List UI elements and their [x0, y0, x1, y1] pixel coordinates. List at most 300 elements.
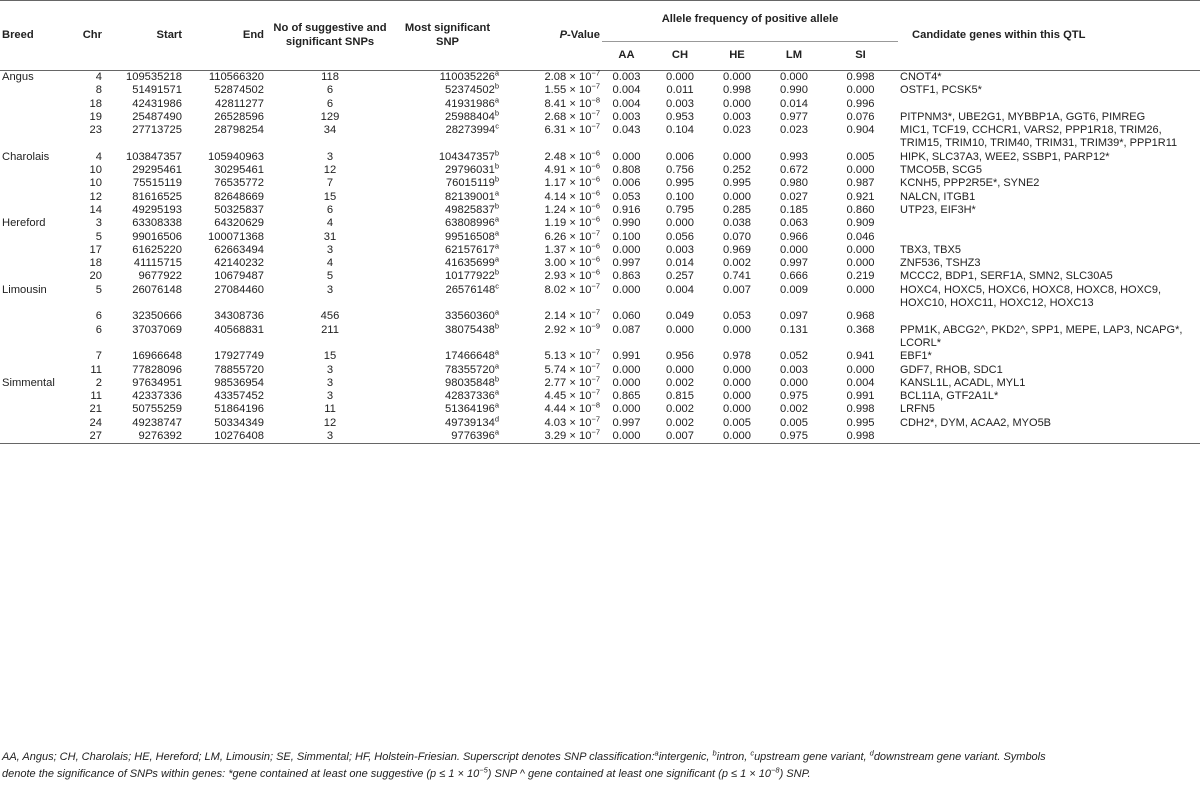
- cell-chr: [64, 71, 104, 85]
- cell-start: [104, 324, 184, 351]
- cell-most-significant-snp: [394, 427, 501, 444]
- cell-freq-aa: [602, 350, 651, 363]
- cell-start: [104, 98, 184, 111]
- cell-freq-si: [823, 324, 898, 351]
- pvalue-times-ten: × 10: [566, 203, 592, 216]
- cell-freq-he: [709, 98, 765, 111]
- cell-most-significant-snp: [394, 148, 501, 164]
- cell-freq-si-text: 0.941: [846, 350, 875, 363]
- cell-end-text: 82648669: [214, 190, 264, 203]
- cell-freq-he-text: 0.969: [723, 243, 751, 256]
- cell-freq-he: [709, 284, 765, 311]
- pvalue-times-ten: × 10: [566, 217, 592, 230]
- cell-most-significant-snp-text: 62157617: [445, 243, 495, 256]
- cell-num-snps: [266, 284, 394, 311]
- cell-freq-aa-text: 0.865: [612, 390, 641, 403]
- cell-candidate-genes: [898, 84, 1200, 97]
- cell-breed: [0, 417, 64, 430]
- cell-freq-si: [823, 204, 898, 217]
- cell-freq-ch-text: 0.953: [666, 110, 694, 123]
- cell-end-text: 51864196: [214, 403, 264, 416]
- cell-freq-lm-text: 0.063: [780, 217, 808, 230]
- cell-freq-he-text: 0.978: [723, 350, 751, 363]
- cell-chr-text: 12: [89, 190, 102, 203]
- cell-end-text: 30295461: [214, 164, 264, 177]
- cell-end: [184, 257, 266, 270]
- cell-freq-lm: [765, 377, 823, 390]
- cell-freq-lm: [765, 71, 823, 85]
- cell-freq-si: [823, 390, 898, 403]
- cell-freq-he-text: 0.000: [723, 430, 751, 443]
- cell-start-text: 61625220: [132, 243, 182, 256]
- cell-breed: [0, 151, 64, 164]
- cell-freq-lm: [765, 164, 823, 177]
- footnote-line-1: [2, 749, 1196, 766]
- cell-freq-aa: [602, 403, 651, 416]
- cell-num-snps: [266, 377, 394, 390]
- cell-candidate-genes-text: GDF7, RHOB, SDC1: [900, 363, 1003, 376]
- header-end: End: [242, 28, 264, 41]
- cell-freq-he-text: 0.995: [723, 177, 751, 190]
- cell-end-text: 76535772: [214, 177, 264, 190]
- cell-most-significant-snp-text: 98035848: [445, 376, 495, 389]
- table-row: [0, 310, 1200, 323]
- cell-pvalue: [501, 94, 602, 111]
- table-row: [0, 71, 1200, 85]
- cell-freq-he-text: 0.003: [723, 110, 751, 123]
- cell-freq-aa-text: 0.053: [612, 190, 641, 203]
- cell-freq-ch-text: 0.995: [666, 177, 694, 190]
- cell-freq-aa-text: 0.000: [612, 376, 641, 389]
- table-footnote: [2, 749, 1196, 783]
- cell-freq-aa-text: 0.863: [612, 270, 641, 283]
- cell-end: [184, 84, 266, 97]
- cell-breed: [0, 270, 64, 283]
- cell-candidate-genes-text: ZNF536, TSHZ3: [900, 257, 981, 270]
- cell-chr: [64, 164, 104, 177]
- cell-start-text: 42431986: [132, 97, 182, 110]
- cell-breed-text: Angus: [2, 71, 34, 83]
- cell-end: [184, 191, 266, 204]
- snp-classification-superscript: a: [494, 227, 499, 237]
- snp-classification-superscript: b: [494, 201, 499, 211]
- pvalue-exponent: −6: [591, 254, 600, 264]
- table-row: [0, 377, 1200, 390]
- cell-freq-aa: [602, 177, 651, 190]
- cell-freq-he-text: 0.000: [723, 97, 751, 110]
- cell-end-text: 50334349: [214, 416, 264, 429]
- cell-freq-aa-text: 0.000: [612, 403, 641, 416]
- cell-freq-lm-text: 0.097: [780, 310, 808, 323]
- cell-start: [104, 151, 184, 164]
- cell-candidate-genes-text: CDH2*, DYM, ACAA2, MYO5B: [900, 416, 1052, 429]
- snp-classification-superscript: a: [494, 68, 499, 78]
- cell-most-significant-snp: [394, 187, 501, 204]
- cell-freq-lm-text: 0.002: [780, 403, 808, 416]
- cell-freq-si: [823, 270, 898, 283]
- cell-num-snps: [266, 111, 394, 124]
- cell-start: [104, 403, 184, 416]
- cell-candidate-genes: [898, 350, 1200, 363]
- cell-most-significant-snp: [394, 214, 501, 230]
- cell-freq-ch: [651, 204, 709, 217]
- cell-start-text: 77828096: [132, 363, 182, 376]
- cell-freq-si-text: 0.368: [846, 323, 875, 336]
- cell-most-significant-snp-text: 76015119: [445, 177, 495, 190]
- cell-chr-text: 2: [95, 376, 102, 389]
- cell-freq-aa: [602, 270, 651, 283]
- cell-freq-lm-text: 0.975: [780, 390, 808, 403]
- cell-end: [184, 164, 266, 177]
- cell-candidate-genes: [898, 71, 1200, 85]
- cell-most-significant-snp-text: 49739134: [445, 416, 495, 429]
- cell-most-significant-snp-text: 78355720: [445, 363, 495, 376]
- cell-num-snps-text: 3: [326, 283, 334, 296]
- snp-classification-superscript: a: [494, 94, 499, 104]
- cell-freq-ch: [651, 191, 709, 204]
- cell-start: [104, 270, 184, 283]
- cell-freq-ch-text: 0.257: [666, 270, 694, 283]
- cell-most-significant-snp: [394, 161, 501, 177]
- pvalue-times-ten: × 10: [566, 150, 592, 163]
- cell-freq-si: [823, 217, 898, 230]
- pvalue-times-ten: × 10: [566, 97, 592, 110]
- cell-start-text: 99016506: [132, 230, 182, 243]
- header-start: Start: [156, 28, 182, 41]
- cell-freq-ch: [651, 257, 709, 270]
- cell-freq-lm: [765, 417, 823, 430]
- cell-freq-aa: [602, 124, 651, 151]
- cell-freq-aa: [602, 204, 651, 217]
- pvalue-mantissa: 4.45: [544, 390, 567, 403]
- cell-pvalue: [501, 400, 602, 416]
- cell-chr: [64, 257, 104, 270]
- cell-chr: [64, 310, 104, 323]
- cell-pvalue: [501, 121, 602, 151]
- cell-freq-si-text: 0.005: [846, 150, 875, 163]
- cell-freq-ch-text: 0.000: [666, 217, 694, 230]
- cell-breed: [0, 430, 64, 444]
- cell-num-snps: [266, 191, 394, 204]
- pvalue-mantissa: 1.24: [544, 203, 567, 216]
- snp-classification-superscript: a: [494, 427, 499, 437]
- cell-start-text: 32350666: [132, 310, 182, 323]
- cell-freq-si-text: 0.995: [846, 416, 875, 429]
- cell-freq-aa: [602, 430, 651, 444]
- cell-freq-si: [823, 430, 898, 444]
- table-row: [0, 111, 1200, 124]
- cell-pvalue: [501, 387, 602, 403]
- cell-candidate-genes: [898, 284, 1200, 311]
- cell-pvalue: [501, 281, 602, 311]
- pvalue-times-ten: × 10: [566, 124, 592, 137]
- cell-freq-si: [823, 111, 898, 124]
- table-row: [0, 164, 1200, 177]
- pvalue-exponent: −6: [591, 201, 600, 211]
- cell-candidate-genes: [898, 164, 1200, 177]
- cell-chr: [64, 430, 104, 444]
- cell-breed: [0, 244, 64, 257]
- cell-breed-text: Limousin: [2, 283, 47, 296]
- header-pvalue: [501, 1, 602, 71]
- cell-start-text: 42337336: [132, 390, 182, 403]
- cell-freq-lm: [765, 350, 823, 363]
- cell-end-text: 43357452: [214, 390, 264, 403]
- cell-freq-lm: [765, 244, 823, 257]
- cell-candidate-genes: [898, 403, 1200, 416]
- cell-chr: [64, 350, 104, 363]
- cell-freq-ch-text: 0.003: [666, 243, 694, 256]
- cell-freq-ch: [651, 231, 709, 244]
- cell-freq-he-text: 0.285: [723, 203, 751, 216]
- cell-freq-si: [823, 191, 898, 204]
- cell-candidate-genes-text: NALCN, ITGB1: [900, 190, 976, 203]
- cell-freq-si: [823, 310, 898, 323]
- header-pvalue-italic: P: [559, 28, 568, 41]
- header-he: HE: [729, 49, 745, 62]
- cell-most-significant-snp: [394, 121, 501, 151]
- cell-most-significant-snp-text: 82139001: [445, 190, 495, 203]
- header-si: SI: [855, 49, 866, 62]
- cell-num-snps-text: 15: [323, 350, 337, 363]
- cell-freq-ch: [651, 310, 709, 323]
- cell-chr: [64, 364, 104, 377]
- cell-most-significant-snp: [394, 267, 501, 283]
- cell-freq-lm-text: 0.131: [780, 323, 808, 336]
- cell-chr-text: 6: [95, 310, 102, 323]
- cell-freq-aa: [602, 231, 651, 244]
- cell-breed: [0, 177, 64, 190]
- cell-chr: [64, 124, 104, 151]
- cell-most-significant-snp-text: 41635699: [445, 257, 495, 270]
- footnote-text-a: intergenic,: [658, 751, 713, 763]
- cell-freq-si-text: 0.904: [846, 124, 875, 137]
- cell-candidate-genes-text: OSTF1, PCSK5*: [900, 84, 982, 97]
- cell-freq-si-text: 0.000: [846, 243, 875, 256]
- cell-most-significant-snp-text: 38075438: [445, 323, 495, 336]
- cell-freq-ch-text: 0.000: [666, 323, 694, 336]
- pvalue-mantissa: 2.92: [544, 323, 567, 336]
- cell-candidate-genes: [898, 390, 1200, 403]
- cell-end-text: 50325837: [214, 203, 264, 216]
- cell-candidate-genes-text: BCL11A, GTF2A1L*: [900, 390, 999, 403]
- cell-end: [184, 377, 266, 390]
- cell-start: [104, 231, 184, 244]
- pvalue-times-ten: × 10: [566, 270, 592, 283]
- cell-chr: [64, 191, 104, 204]
- footnote-exp-8: −8: [771, 765, 780, 775]
- cell-freq-si-text: 0.046: [846, 230, 875, 243]
- cell-end-text: 34308736: [214, 310, 264, 323]
- cell-freq-aa-text: 0.004: [612, 97, 641, 110]
- header-aa: AA: [618, 49, 635, 62]
- cell-end-text: 110566320: [208, 71, 264, 83]
- pvalue-exponent: −6: [591, 214, 600, 224]
- cell-freq-aa-text: 0.000: [612, 150, 641, 163]
- pvalue-times-ten: × 10: [566, 416, 592, 429]
- table-header: [0, 1, 1200, 71]
- cell-end: [184, 111, 266, 124]
- cell-chr-text: 24: [89, 416, 102, 429]
- cell-end-text: 42811277: [215, 97, 264, 110]
- cell-freq-si-text: 0.860: [846, 203, 875, 216]
- cell-chr-text: 11: [90, 390, 102, 403]
- cell-end: [184, 310, 266, 323]
- cell-freq-he-text: 0.070: [723, 230, 751, 243]
- pvalue-exponent: −7: [591, 281, 600, 291]
- cell-freq-he-text: 0.000: [723, 390, 751, 403]
- snp-classification-superscript: c: [495, 121, 499, 131]
- cell-freq-aa: [602, 244, 651, 257]
- table-row: [0, 244, 1200, 257]
- cell-num-snps: [266, 364, 394, 377]
- cell-freq-aa-text: 0.004: [612, 84, 641, 97]
- cell-num-snps-text: 12: [323, 164, 337, 177]
- cell-freq-aa: [602, 390, 651, 403]
- cell-most-significant-snp-text: 33560360: [445, 310, 495, 323]
- cell-freq-si: [823, 364, 898, 377]
- cell-freq-he-text: 0.741: [723, 270, 751, 283]
- cell-breed: [0, 257, 64, 270]
- cell-freq-ch-text: 0.104: [666, 124, 694, 137]
- footnote-exp-5: −5: [479, 765, 488, 775]
- pvalue-exponent: −6: [591, 187, 600, 197]
- cell-freq-si: [823, 403, 898, 416]
- cell-freq-ch-text: 0.002: [666, 403, 694, 416]
- footnote-sup-c: c: [750, 748, 755, 758]
- cell-chr: [64, 204, 104, 217]
- cell-pvalue: [501, 374, 602, 390]
- cell-freq-he: [709, 377, 765, 390]
- pvalue-times-ten: × 10: [566, 376, 592, 389]
- cell-num-snps-text: 129: [320, 110, 340, 123]
- pvalue-exponent: −6: [591, 161, 600, 171]
- pvalue-mantissa: 2.14: [544, 310, 567, 323]
- cell-num-snps: [266, 98, 394, 111]
- cell-start-text: 49238747: [132, 416, 182, 429]
- header-chr: Chr: [82, 28, 102, 41]
- cell-most-significant-snp-text: 63808996: [445, 217, 495, 230]
- pvalue-exponent: −6: [591, 174, 600, 184]
- cell-num-snps: [266, 71, 394, 85]
- cell-pvalue: [501, 241, 602, 257]
- cell-chr-text: 4: [95, 71, 102, 83]
- cell-freq-si: [823, 244, 898, 257]
- cell-chr: [64, 217, 104, 230]
- cell-end-text: 62663494: [214, 243, 264, 256]
- cell-freq-aa-text: 0.997: [612, 416, 641, 429]
- cell-start: [104, 217, 184, 230]
- cell-most-significant-snp: [394, 307, 501, 323]
- table-row: [0, 430, 1200, 444]
- cell-freq-ch-text: 0.000: [666, 363, 694, 376]
- pvalue-mantissa: 4.91: [544, 164, 567, 177]
- cell-freq-si-text: 0.987: [846, 177, 875, 190]
- cell-end-text: 52874502: [214, 84, 264, 97]
- cell-candidate-genes: [898, 151, 1200, 164]
- cell-start: [104, 364, 184, 377]
- cell-freq-ch: [651, 377, 709, 390]
- table-row: [0, 231, 1200, 244]
- cell-candidate-genes: [898, 231, 1200, 244]
- cell-freq-aa-text: 0.808: [612, 164, 641, 177]
- cell-freq-ch-text: 0.056: [666, 230, 694, 243]
- cell-chr-text: 7: [95, 350, 102, 363]
- footnote-text-c: upstream gene variant,: [754, 751, 870, 763]
- cell-chr-text: 10: [89, 177, 102, 190]
- cell-end-text: 17927749: [214, 350, 264, 363]
- cell-end-text: 28798254: [214, 124, 264, 137]
- snp-classification-superscript: b: [494, 174, 499, 184]
- cell-end-text: 42140232: [214, 257, 264, 270]
- cell-freq-ch: [651, 284, 709, 311]
- pvalue-exponent: −7: [591, 227, 600, 237]
- cell-num-snps-text: 34: [323, 124, 337, 137]
- cell-freq-lm: [765, 191, 823, 204]
- pvalue-mantissa: 2.08: [544, 71, 567, 83]
- cell-num-snps-text: 3: [326, 363, 334, 376]
- cell-freq-he-text: 0.000: [723, 71, 751, 83]
- cell-pvalue: [501, 174, 602, 190]
- cell-freq-aa-text: 0.060: [612, 310, 641, 323]
- snp-classification-superscript: b: [494, 81, 499, 91]
- snp-classification-superscript: b: [494, 374, 499, 384]
- cell-freq-aa: [602, 377, 651, 390]
- cell-freq-lm: [765, 177, 823, 190]
- cell-num-snps-text: 5: [326, 270, 334, 283]
- cell-freq-aa: [602, 364, 651, 377]
- cell-start-text: 81616525: [132, 190, 182, 203]
- snp-classification-superscript: a: [494, 387, 499, 397]
- cell-num-snps: [266, 324, 394, 351]
- cell-freq-ch: [651, 124, 709, 151]
- cell-num-snps: [266, 390, 394, 403]
- cell-most-significant-snp-text: 25988404: [445, 110, 495, 123]
- cell-freq-he: [709, 350, 765, 363]
- cell-freq-ch: [651, 111, 709, 124]
- cell-breed-text: Simmental: [2, 376, 55, 389]
- pvalue-mantissa: 8.02: [544, 283, 567, 296]
- cell-end-text: 78855720: [214, 363, 264, 376]
- cell-chr: [64, 417, 104, 430]
- cell-freq-ch: [651, 244, 709, 257]
- cell-freq-ch: [651, 403, 709, 416]
- footnote-significant: ) SNP ^ gene contained at least one significant (p ≤ 1 × 10: [487, 768, 771, 780]
- cell-num-snps-text: 3: [326, 376, 334, 389]
- cell-end: [184, 71, 266, 85]
- cell-freq-lm: [765, 270, 823, 283]
- cell-num-snps: [266, 164, 394, 177]
- cell-candidate-genes-text: KCNH5, PPP2R5E*, SYNE2: [900, 177, 1040, 190]
- cell-pvalue: [501, 81, 602, 97]
- cell-freq-lm-text: 0.023: [780, 124, 808, 137]
- cell-end: [184, 417, 266, 430]
- cell-freq-ch-text: 0.002: [666, 416, 694, 429]
- pvalue-mantissa: 1.17: [544, 177, 567, 190]
- cell-freq-lm-text: 0.993: [780, 150, 808, 163]
- cell-start-text: 97634951: [132, 376, 182, 389]
- pvalue-mantissa: 6.26: [544, 230, 567, 243]
- cell-freq-he: [709, 364, 765, 377]
- cell-num-snps: [266, 177, 394, 190]
- pvalue-exponent: −7: [591, 360, 600, 370]
- pvalue-times-ten: × 10: [566, 243, 592, 256]
- cell-candidate-genes: [898, 244, 1200, 257]
- cell-most-significant-snp: [394, 94, 501, 111]
- cell-candidate-genes-text: CNOT4*: [900, 71, 942, 83]
- cell-freq-ch: [651, 177, 709, 190]
- header-pvalue-rest: -Value: [567, 28, 600, 41]
